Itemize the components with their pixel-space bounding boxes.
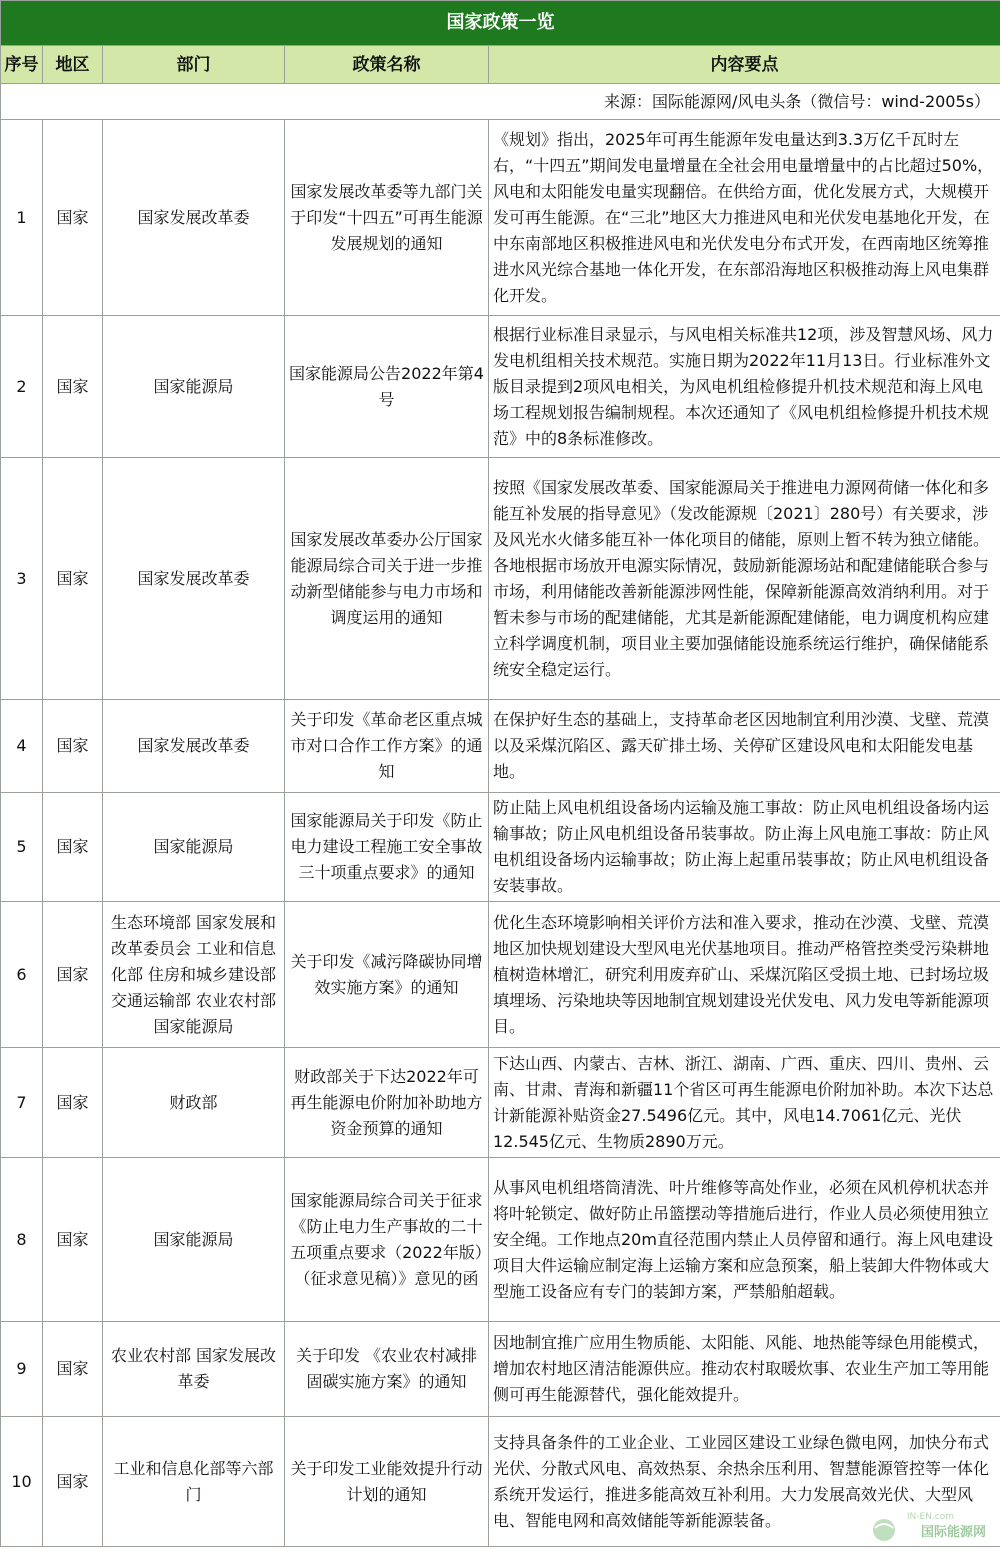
row-region: 国家 (43, 458, 103, 700)
row-region: 国家 (43, 1158, 103, 1322)
row-no: 8 (1, 1158, 43, 1322)
row-no: 4 (1, 700, 43, 793)
row-content: 在保护好生态的基础上，支持革命老区因地制宜利用沙漠、戈壁、荒漠以及采煤沉陷区、露天矿排土场、关停矿区建设风电和太阳能发电基地。 (489, 700, 1000, 793)
row-region: 国家 (43, 1322, 103, 1417)
header-policy: 政策名称 (285, 46, 489, 84)
table-row (1, 458, 1000, 700)
row-policy: 关于印发《减污降碳协同增效实施方案》的通知 (285, 902, 489, 1048)
header-dept: 部门 (103, 46, 285, 84)
row-no: 9 (1, 1322, 43, 1417)
row-region: 国家 (43, 793, 103, 902)
row-region: 国家 (43, 902, 103, 1048)
row-dept: 工业和信息化部等六部门 (103, 1417, 285, 1547)
row-content: 优化生态环境影响相关评价方法和准入要求，推动在沙漠、戈壁、荒漠地区加快规划建设大型风电光伏基地项目。推动严格管控类受污染耕地植树造林增汇，研究利用废弃矿山、采煤沉陷区受损土地、已封场垃圾填埋场、污染地块等因地制宜规划建设光伏发电、风力发电等新能源项目。 (489, 902, 1000, 1048)
table-row (1, 700, 1000, 793)
row-region: 国家 (43, 700, 103, 793)
table-row (1, 1158, 1000, 1322)
row-policy: 关于印发工业能效提升行动计划的通知 (285, 1417, 489, 1547)
table-title-row (1, 1, 1000, 46)
header-region: 地区 (43, 46, 103, 84)
row-no: 1 (1, 120, 43, 316)
row-dept: 财政部 (103, 1048, 285, 1158)
table-row (1, 1322, 1000, 1417)
table-row (1, 902, 1000, 1048)
row-content: 《规划》指出，2025年可再生能源年发电量达到3.3万亿千瓦时左右，“十四五”期间发电量增量在全社会用电量增量中的占比超过50%，风电和太阳能发电量实现翻倍。在供给方面，优化发展方式，大规模开发可再生能源。在“三北”地区大力推进风电和光伏发电基地化开发，在中东南部地区积极推进风电和光伏发电分布式开发，在西南地区统筹推进水风光综合基地一体化开发，在东部沿海地区积极推动海上风电集群化开发。 (489, 120, 1000, 316)
row-dept: 国家能源局 (103, 793, 285, 902)
table-row (1, 120, 1000, 316)
watermark-site: IN-EN.com (906, 1512, 954, 1522)
row-dept: 农业农村部 国家发展改革委 (103, 1322, 285, 1417)
watermark-logo (844, 1504, 994, 1546)
row-policy: 关于印发 《农业农村减排固碳实施方案》的通知 (285, 1322, 489, 1417)
row-region: 国家 (43, 1417, 103, 1547)
row-region: 国家 (43, 120, 103, 316)
source-note: 来源：国际能源网/风电头条（微信号：wind-2005s） (1, 84, 1000, 120)
row-region: 国家 (43, 316, 103, 458)
row-dept: 国家能源局 (103, 1158, 285, 1322)
row-no: 5 (1, 793, 43, 902)
table-row (1, 1048, 1000, 1158)
row-policy: 国家能源局公告2022年第4号 (285, 316, 489, 458)
row-no: 2 (1, 316, 43, 458)
row-content: 从事风电机组塔筒清洗、叶片维修等高处作业，必须在风机停机状态并将叶轮锁定、做好防止吊篮摆动等措施后进行，作业人员必须使用独立安全绳。工作地点20m直径范围内禁止人员停留和通行。海上风电建设项目大件运输应制定海上运输方案和应急预案，船上装卸大件物体或大型施工设备应有专门的装卸方案，严禁船舶超载。 (489, 1158, 1000, 1322)
table-header-row (1, 46, 1000, 84)
row-policy: 国家能源局综合司关于征求《防止电力生产事故的二十五项重点要求（2022年版）（征求意见稿）》意见的函 (285, 1158, 489, 1322)
row-dept: 国家发展改革委 (103, 458, 285, 700)
row-no: 10 (1, 1417, 43, 1547)
table-row (1, 793, 1000, 902)
row-content: 支持具备条件的工业企业、工业园区建设工业绿色微电网，加快分布式光伏、分散式风电、高效热泵、余热余压利用、智慧能源管控等一体化系统开发运行，推进多能高效互补利用。大力发展高效光伏、大型风电、智能电网和高效储能等新能源装备。 (489, 1417, 1000, 1547)
row-dept: 国家发展改革委 (103, 700, 285, 793)
row-content: 因地制宜推广应用生物质能、太阳能、风能、地热能等绿色用能模式，增加农村地区清洁能源供应。推动农村取暖炊事、农业生产加工等用能侧可再生能源替代，强化能效提升。 (489, 1322, 1000, 1417)
row-policy: 国家发展改革委办公厅国家能源局综合司关于进一步推动新型储能参与电力市场和调度运用的通知 (285, 458, 489, 700)
row-content: 按照《国家发展改革委、国家能源局关于推进电力源网荷储一体化和多能互补发展的指导意见》（发改能源规〔2021〕280号）有关要求，涉及风光水火储多能互补一体化项目的储能，原则上暂不转为独立储能。各地根据市场放开电源实际情况，鼓励新能源场站和配建储能联合参与市场，利用储能改善新能源涉网性能，保障新能源高效消纳利用。对于暂未参与市场的配建储能，尤其是新能源配建储能，电力调度机构应建立科学调度机制，项目业主要加强储能设施系统运行维护，确保储能系统安全稳定运行。 (489, 458, 1000, 700)
row-no: 3 (1, 458, 43, 700)
row-region: 国家 (43, 1048, 103, 1158)
header-content: 内容要点 (489, 46, 1000, 84)
row-dept: 生态环境部 国家发展和改革委员会 工业和信息化部 住房和城乡建设部 交通运输部 农业农村部 国家能源局 (103, 902, 285, 1048)
row-policy: 财政部关于下达2022年可再生能源电价附加补助地方资金预算的通知 (285, 1048, 489, 1158)
row-no: 7 (1, 1048, 43, 1158)
header-no: 序号 (1, 46, 43, 84)
row-content: 防止陆上风电机组设备场内运输及施工事故：防止风电机组设备场内运输事故；防止风电机组设备吊装事故。防止海上风电施工事故：防止风电机组设备场内运输事故；防止海上起重吊装事故；防止风电机组设备安装事故。 (489, 793, 1000, 902)
row-content: 根据行业标准目录显示，与风电相关标准共12项，涉及智慧风场、风力发电机组相关技术规范。实施日期为2022年11月13日。行业标准外文版目录提到2项风电相关，为风电机组检修提升机技术规范和海上风电场工程规划报告编制规程。本次还通知了《风电机组检修提升机技术规范》中的8条标准修改。 (489, 316, 1000, 458)
table-title: 国家政策一览 (1, 1, 1000, 46)
row-policy: 国家发展改革委等九部门关于印发“十四五”可再生能源发展规划的通知 (285, 120, 489, 316)
row-dept: 国家能源局 (103, 316, 285, 458)
row-no: 6 (1, 902, 43, 1048)
row-policy: 国家能源局关于印发《防止电力建设工程施工安全事故三十项重点要求》的通知 (285, 793, 489, 902)
table-row (1, 316, 1000, 458)
row-dept: 国家发展改革委 (103, 120, 285, 316)
row-content: 下达山西、内蒙古、吉林、浙江、湖南、广西、重庆、四川、贵州、云南、甘肃、青海和新疆11个省区可再生能源电价附加补助。本次下达总计新能源补贴资金27.5496亿元。其中，风电14.7061亿元、光伏12.545亿元、生物质2890万元。 (489, 1048, 1000, 1158)
watermark-name: 国际能源网 (920, 1525, 986, 1540)
source-row (1, 84, 1000, 120)
row-policy: 关于印发《革命老区重点城市对口合作工作方案》的通知 (285, 700, 489, 793)
